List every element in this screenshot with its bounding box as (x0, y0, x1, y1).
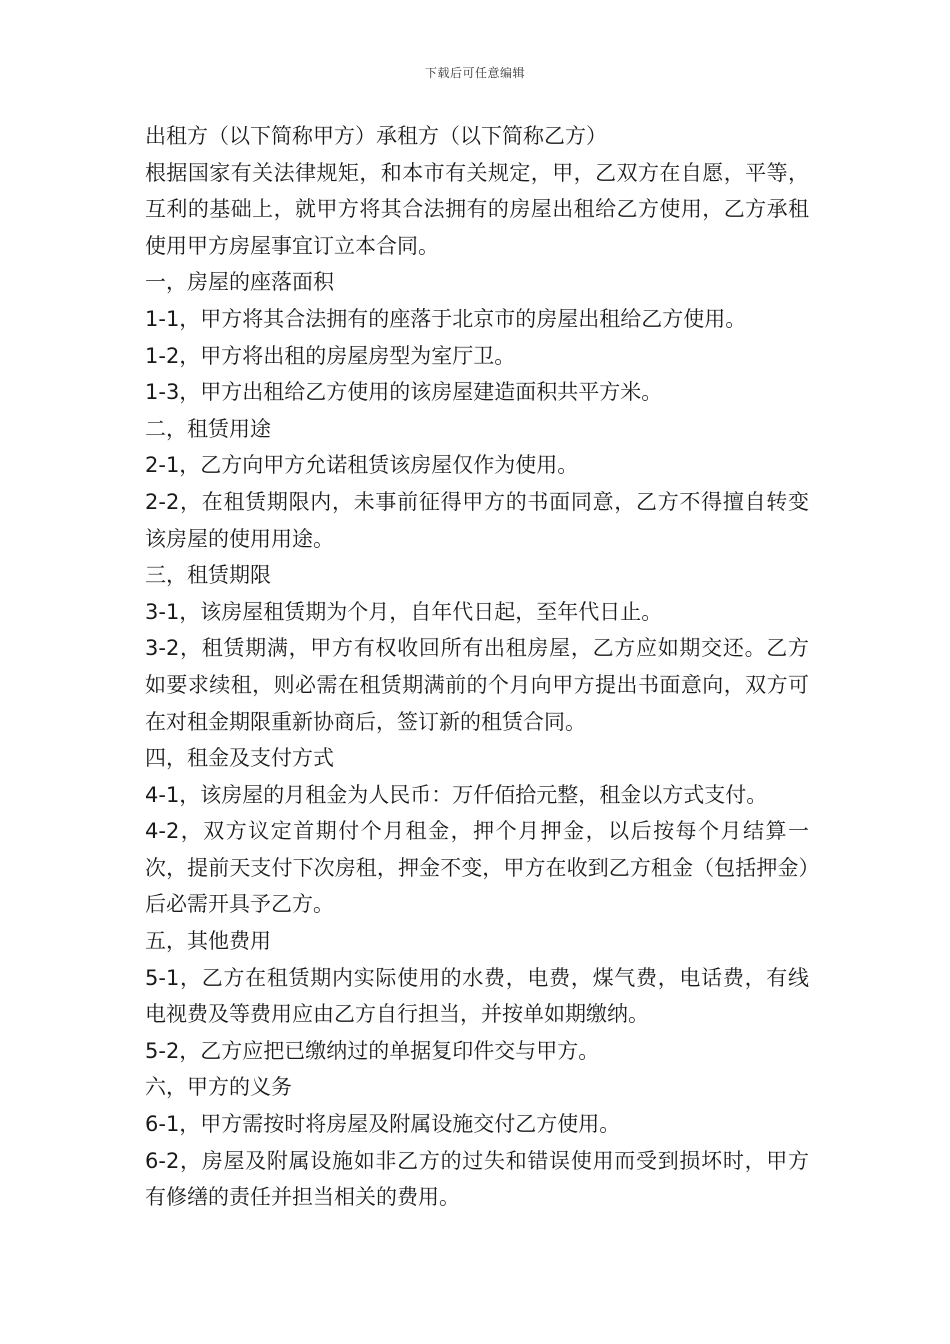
clause-1-3: 1-3，甲方出租给乙方使用的该房屋建造面积共平方米。 (145, 380, 663, 405)
clause-6-1: 6-1，甲方需按时将房屋及附属设施交付乙方使用。 (145, 1112, 621, 1137)
contract-preamble: 根据国家有关法律规矩，和本市有关规定，甲，乙双方在自愿，平等，互利的基础上，就甲方将其合法拥有的房屋出租给乙方使用，乙方承租使用甲方房屋事宜订立本合同。 (145, 160, 809, 258)
section-heading-5: 五，其他费用 (145, 929, 271, 954)
clause-3-1: 3-1，该房屋租赁期为个月，自年代日起，至年代日止。 (145, 599, 663, 624)
clause-4-1: 4-1，该房屋的月租金为人民币：万仟佰拾元整，租金以方式支付。 (145, 782, 768, 807)
page-header: 下载后可任意编辑 (424, 66, 525, 80)
clause-2-1: 2-1，乙方向甲方允诺租赁该房屋仅作为使用。 (145, 453, 579, 478)
section-heading-2: 二，租赁用途 (145, 416, 271, 441)
clause-2-2: 2-2，在租赁期限内，未事前征得甲方的书面同意，乙方不得擅自转变该房屋的使用用途。 (145, 489, 809, 551)
section-heading-4: 四，租金及支付方式 (145, 746, 334, 771)
section-heading-6: 六，甲方的义务 (145, 1075, 292, 1100)
section-heading-1: 一，房屋的座落面积 (145, 270, 334, 295)
section-heading-3: 三，租赁期限 (145, 563, 271, 588)
clause-1-1: 1-1，甲方将其合法拥有的座落于北京市的房屋出租给乙方使用。 (145, 306, 747, 331)
clause-4-2: 4-2，双方议定首期付个月租金，押个月押金，以后按每个月结算一次，提前天支付下次房租，押金不变，甲方在收到乙方租金（包括押金）后必需开具予乙方。 (145, 819, 809, 917)
contract-parties: 出租方（以下简称甲方）承租方（以下简称乙方） (145, 124, 607, 148)
clause-3-2: 3-2，租赁期满，甲方有权收回所有出租房屋，乙方应如期交还。乙方如要求续租，则必需在租赁期满前的个月向甲方提出书面意向，双方可在对租金期限重新协商后，签订新的租赁合同。 (145, 636, 809, 734)
clause-6-2: 6-2，房屋及附属设施如非乙方的过失和错误使用而受到损坏时，甲方有修缮的责任并担当相关的费用。 (145, 1148, 809, 1210)
clause-5-1: 5-1，乙方在租赁期内实际使用的水费，电费，煤气费，电话费，有线电视费及等费用应由乙方自行担当，并按单如期缴纳。 (145, 965, 809, 1027)
clause-5-2: 5-2，乙方应把已缴纳过的单据复印件交与甲方。 (145, 1038, 600, 1063)
contract-body (145, 118, 809, 1216)
clause-1-2: 1-2，甲方将出租的房屋房型为室厅卫。 (145, 343, 516, 368)
